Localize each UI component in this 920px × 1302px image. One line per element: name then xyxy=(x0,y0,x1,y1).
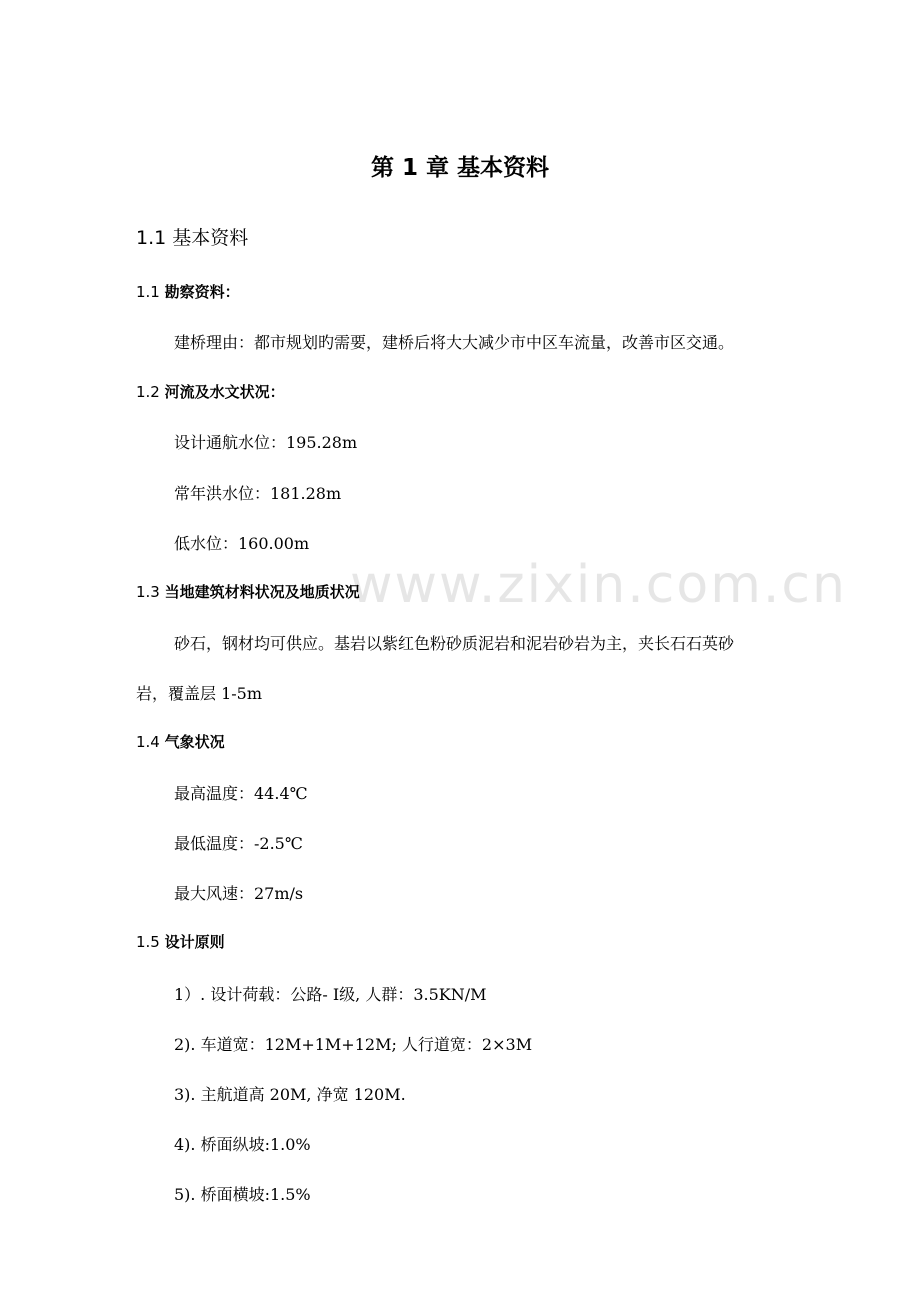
paragraph-low-water-level: 低水位：160.00m xyxy=(174,534,310,553)
subheading-number: 1.5 xyxy=(136,933,160,951)
subheading-title: 河流及水文状况： xyxy=(164,383,285,401)
subheading-number: 1.3 xyxy=(136,583,160,601)
subheading-hydrology xyxy=(136,381,285,402)
subheading-number: 1.4 xyxy=(136,733,160,751)
paragraph-long-slope: 4). 桥面纵坡:1.0% xyxy=(174,1135,311,1154)
paragraph-lane-width: 2). 车道宽：12M+1M+12M; 人行道宽：2×3M xyxy=(174,1035,533,1054)
subheading-weather xyxy=(136,731,225,752)
watermark: www.zixin.com.cn xyxy=(350,555,847,615)
paragraph-materials-line2: 岩，覆盖层 1-5m xyxy=(136,684,263,703)
paragraph-max-wind: 最大风速：27m/s xyxy=(174,884,304,903)
paragraph-nav-water-level: 设计通航水位：195.28m xyxy=(174,433,358,452)
subheading-number: 1.1 xyxy=(136,283,160,301)
subheading-survey xyxy=(136,281,240,302)
paragraph-cross-slope: 5). 桥面横坡:1.5% xyxy=(174,1185,311,1204)
chapter-title: 第 1 章 基本资料 xyxy=(370,155,550,181)
subheading-title: 当地建筑材料状况及地质状况 xyxy=(164,583,360,601)
subheading-materials xyxy=(136,581,360,602)
paragraph-max-temp: 最高温度：44.4℃ xyxy=(174,784,308,803)
paragraph-design-load: 1）. 设计荷载：公路- Ⅰ级, 人群：3.5KN/M xyxy=(174,985,487,1004)
paragraph-channel: 3). 主航道高 20M, 净宽 120M. xyxy=(174,1085,406,1104)
paragraph-min-temp: 最低温度：-2.5℃ xyxy=(174,834,303,853)
subheading-title: 勘察资料： xyxy=(164,283,240,301)
paragraph-bridge-reason: 建桥理由：都市规划旳需要，建桥后将大大减少市中区车流量，改善市区交通。 xyxy=(174,333,735,352)
subheading-number: 1.2 xyxy=(136,383,160,401)
paragraph-flood-level: 常年洪水位：181.28m xyxy=(174,484,342,503)
subheading-title: 气象状况 xyxy=(164,733,225,751)
subheading-design xyxy=(136,931,225,952)
subheading-title: 设计原则 xyxy=(164,933,225,951)
paragraph-materials-line1: 砂石，钢材均可供应。基岩以紫红色粉砂质泥岩和泥岩砂岩为主，夹长石石英砂 xyxy=(174,634,735,653)
section-heading-1-1: 1.1 基本资料 xyxy=(136,227,249,249)
